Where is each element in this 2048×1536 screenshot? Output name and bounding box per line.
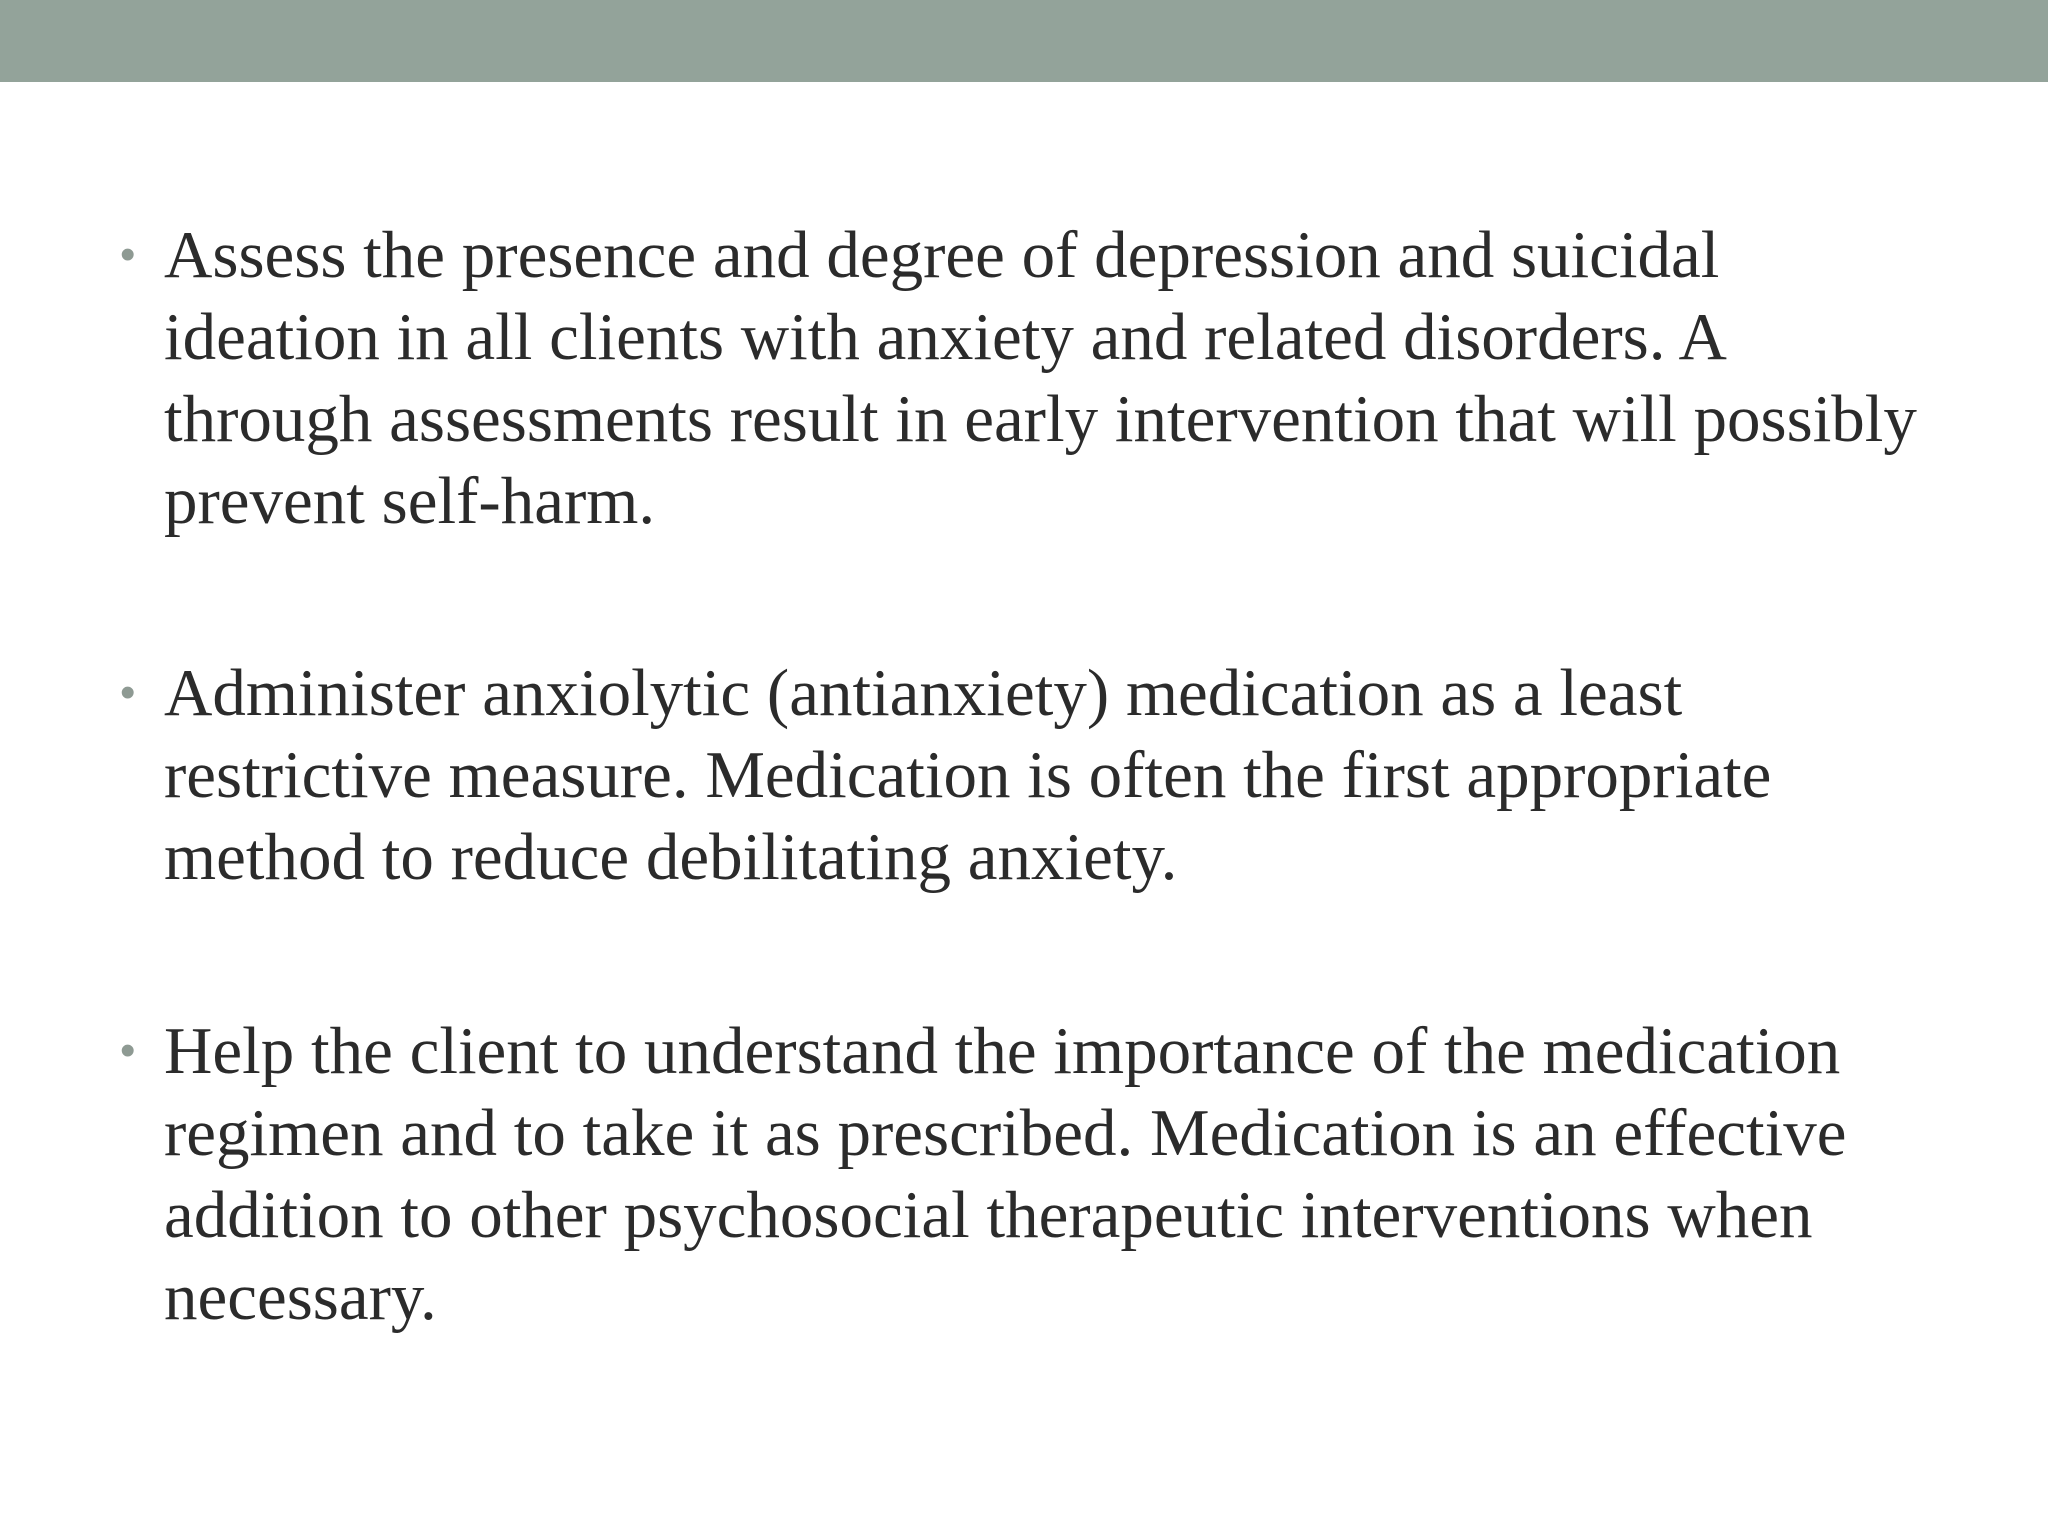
bullet-marker: •	[120, 230, 136, 279]
bullet-marker: •	[120, 1026, 136, 1075]
bullet-marker: •	[120, 668, 136, 717]
bullet-item-assess	[120, 214, 1920, 542]
bullet-text: Help the client to understand the importance of the medication regimen and to take it as prescribed. Medication is an effective addition to other psychosocial therapeutic interventions when necessary.	[164, 1014, 1847, 1334]
bullet-item-help	[120, 1010, 1920, 1338]
bullet-list	[120, 214, 1920, 1448]
top-accent-bar	[0, 0, 2048, 82]
bullet-text: Assess the presence and degree of depression and suicidal ideation in all clients with anxiety and related disorders. A through assessments result in early intervention that will possibly prevent self-harm.	[164, 218, 1917, 538]
bullet-item-administer	[120, 652, 1920, 898]
bullet-text: Administer anxiolytic (antianxiety) medication as a least restrictive measure. Medication is often the first appropriate method to reduce debilitating anxiety.	[164, 656, 1772, 894]
